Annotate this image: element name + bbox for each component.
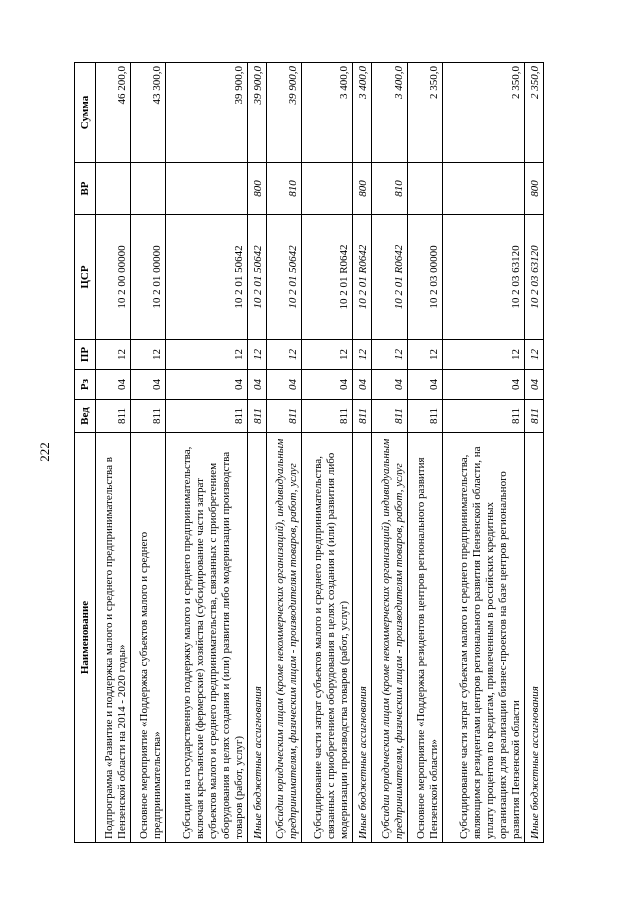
cell-name: Субсидии на государственную поддержку малого и среднего предпринимательства, включая крестьянские (фермерские) хозяйства (субсидирование части затрат субъектов малого и среднего предпринимательства, связанных с приобретением оборудования в целях создания и (или) развития либо модернизации производства товаров (работ, услуг) xyxy=(166,433,248,843)
cell-pr: 12 xyxy=(524,340,543,370)
table-row xyxy=(302,63,353,843)
cell-ved: 811 xyxy=(248,400,267,433)
cell-vr: 810 xyxy=(372,163,407,215)
cell-rz: 04 xyxy=(407,370,442,400)
cell-name: Субсидии юридическим лицам (кроме некоммерческих организаций), индивидуальным предпринимателям, физическим лицам - производителям товаров, работ, услуг xyxy=(372,433,407,843)
cell-sum: 3 400,0 xyxy=(372,63,407,163)
cell-ved: 811 xyxy=(302,400,353,433)
cell-name: Основное мероприятие «Поддержка резидентов центров регионального развития Пензенской области» xyxy=(407,433,442,843)
cell-csr: 10 2 01 R0642 xyxy=(372,215,407,340)
table-row xyxy=(248,63,267,843)
cell-vr xyxy=(407,163,442,215)
cell-vr xyxy=(166,163,248,215)
cell-ved: 811 xyxy=(166,400,248,433)
cell-rz: 04 xyxy=(248,370,267,400)
cell-rz: 04 xyxy=(442,370,524,400)
cell-pr: 12 xyxy=(166,340,248,370)
cell-sum: 39 900,0 xyxy=(267,63,302,163)
table-body xyxy=(96,63,544,843)
header-vr: ВР xyxy=(75,163,96,215)
cell-csr: 10 2 00 00000 xyxy=(96,215,131,340)
cell-pr: 12 xyxy=(302,340,353,370)
cell-rz: 04 xyxy=(353,370,372,400)
cell-csr: 10 2 03 63120 xyxy=(442,215,524,340)
cell-rz: 04 xyxy=(166,370,248,400)
cell-rz: 04 xyxy=(267,370,302,400)
cell-pr: 12 xyxy=(96,340,131,370)
table-header-row xyxy=(75,63,96,843)
cell-ved: 811 xyxy=(96,400,131,433)
cell-pr: 12 xyxy=(248,340,267,370)
cell-name: Иные бюджетные ассигнования xyxy=(353,433,372,843)
cell-rz: 04 xyxy=(131,370,166,400)
cell-sum: 3 400,0 xyxy=(302,63,353,163)
table-row xyxy=(166,63,248,843)
table-row xyxy=(372,63,407,843)
cell-vr: 810 xyxy=(267,163,302,215)
cell-csr: 10 2 03 00000 xyxy=(407,215,442,340)
cell-sum: 43 300,0 xyxy=(131,63,166,163)
table-row xyxy=(131,63,166,843)
table-row xyxy=(267,63,302,843)
cell-csr: 10 2 01 R0642 xyxy=(302,215,353,340)
cell-name: Подпрограмма «Развитие и поддержка малого и среднего предпринимательства в Пензенской области на 2014 - 2020 годы» xyxy=(96,433,131,843)
cell-pr: 12 xyxy=(407,340,442,370)
cell-sum: 2 350,0 xyxy=(407,63,442,163)
cell-name: Иные бюджетные ассигнования xyxy=(524,433,543,843)
cell-pr: 12 xyxy=(353,340,372,370)
cell-vr xyxy=(131,163,166,215)
cell-rz: 04 xyxy=(524,370,543,400)
cell-csr: 10 2 01 00000 xyxy=(131,215,166,340)
cell-ved: 811 xyxy=(442,400,524,433)
table-row xyxy=(524,63,543,843)
cell-rz: 04 xyxy=(302,370,353,400)
cell-ved: 811 xyxy=(524,400,543,433)
page-number-text: 222 xyxy=(37,442,52,462)
cell-rz: 04 xyxy=(96,370,131,400)
cell-sum: 2 350,0 xyxy=(442,63,524,163)
cell-name: Иные бюджетные ассигнования xyxy=(248,433,267,843)
budget-table xyxy=(74,62,544,843)
table-row xyxy=(96,63,131,843)
cell-sum: 46 200,0 xyxy=(96,63,131,163)
header-csr: ЦСР xyxy=(75,215,96,340)
header-pr: ПР xyxy=(75,340,96,370)
cell-csr: 10 2 01 50642 xyxy=(267,215,302,340)
table-row xyxy=(353,63,372,843)
header-name: Наименование xyxy=(75,433,96,843)
cell-ved: 811 xyxy=(267,400,302,433)
cell-csr: 10 2 03 63120 xyxy=(524,215,543,340)
cell-ved: 811 xyxy=(131,400,166,433)
cell-pr: 12 xyxy=(372,340,407,370)
cell-vr xyxy=(302,163,353,215)
cell-ved: 811 xyxy=(372,400,407,433)
table-row xyxy=(442,63,524,843)
cell-sum: 39 900,0 xyxy=(166,63,248,163)
cell-name: Субсидии юридическим лицам (кроме некоммерческих организаций), индивидуальным предпринимателям, физическим лицам - производителям товаров, работ, услуг xyxy=(267,433,302,843)
cell-vr: 800 xyxy=(524,163,543,215)
rotated-table-container xyxy=(74,63,544,843)
table-row xyxy=(407,63,442,843)
cell-ved: 811 xyxy=(353,400,372,433)
cell-vr xyxy=(442,163,524,215)
cell-name: Субсидирование части затрат субъектов малого и среднего предпринимательства, связанных с приобретением оборудования в целях создания и (или) развития либо модернизации производства товаров (работ, услуг) xyxy=(302,433,353,843)
cell-sum: 39 900,0 xyxy=(248,63,267,163)
cell-sum: 2 350,0 xyxy=(524,63,543,163)
header-ved: Вед xyxy=(75,400,96,433)
cell-name: Субсидирование части затрат субъектам малого и среднего предпринимательства, являющимся резидентами центров регионального развития Пензенской области, на уплату процентов по кредитам, привлеченным в российских кредитных организациях для реализации бизнес-проектов на базе центров регионального развития Пензенской области xyxy=(442,433,524,843)
cell-pr: 12 xyxy=(267,340,302,370)
cell-csr: 10 2 01 R0642 xyxy=(353,215,372,340)
cell-csr: 10 2 01 50642 xyxy=(166,215,248,340)
cell-name: Основное мероприятие «Поддержка субъектов малого и среднего предпринимательства» xyxy=(131,433,166,843)
cell-ved: 811 xyxy=(407,400,442,433)
cell-csr: 10 2 01 50642 xyxy=(248,215,267,340)
cell-vr: 800 xyxy=(248,163,267,215)
cell-sum: 3 400,0 xyxy=(353,63,372,163)
cell-rz: 04 xyxy=(372,370,407,400)
cell-pr: 12 xyxy=(131,340,166,370)
cell-pr: 12 xyxy=(442,340,524,370)
header-rz: Рз xyxy=(75,370,96,400)
cell-vr xyxy=(96,163,131,215)
header-sum: Сумма xyxy=(75,63,96,163)
cell-vr: 800 xyxy=(353,163,372,215)
